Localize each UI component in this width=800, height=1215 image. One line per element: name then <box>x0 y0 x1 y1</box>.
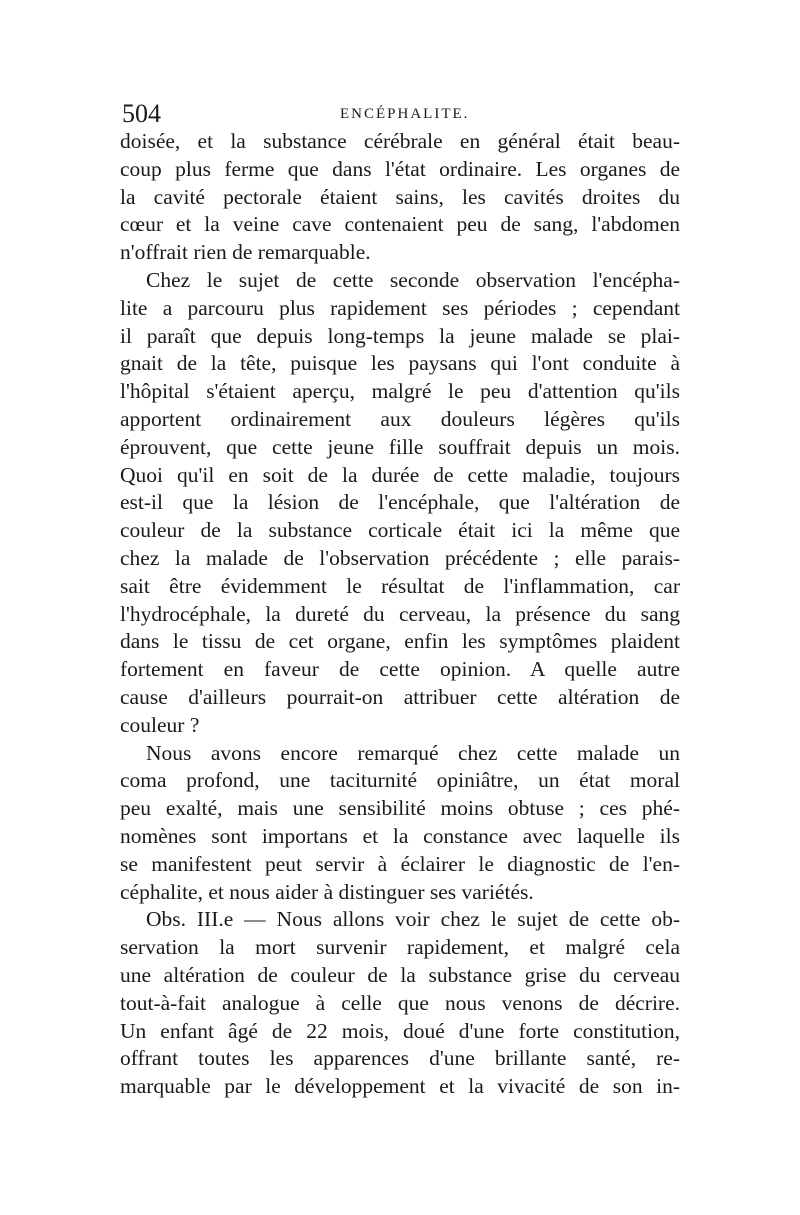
text-line: couleur ? <box>120 712 200 737</box>
text-line: Chez le sujet de cette seconde observation l'encépha- <box>146 267 680 292</box>
text-line: Nous avons encore remarqué chez cette malade un <box>146 740 680 765</box>
text-line: marquable par le développement et la vivacité de son in- <box>120 1074 680 1099</box>
text-line: éprouvent, que cette jeune fille souffrait depuis un mois. <box>120 434 680 459</box>
text-line: sait être évidemment le résultat de l'inflammation, car <box>120 573 680 598</box>
text-line: est-il que la lésion de l'encéphale, que l'altération de <box>120 490 680 515</box>
page-number: 504 <box>122 99 161 128</box>
text-line: l'hôpital s'étaient aperçu, malgré le peu d'attention qu'ils <box>120 379 680 404</box>
text-line: chez la malade de l'observation précédente ; elle parais- <box>120 545 680 570</box>
text-line: cause d'ailleurs pourrait-on attribuer cette altération de <box>120 684 680 709</box>
text-line: l'hydrocéphale, la dureté du cerveau, la présence du sang <box>120 601 680 626</box>
text-line: lite a parcouru plus rapidement ses périodes ; cependant <box>120 295 680 320</box>
text-line: cœur et la veine cave contenaient peu de sang, l'abdomen <box>120 212 680 237</box>
text-line: céphalite, et nous aider à distinguer ses variétés. <box>120 879 534 904</box>
body-text <box>120 128 680 1101</box>
text-line: gnait de la tête, puisque les paysans qui l'ont conduite à <box>120 351 680 376</box>
page-header <box>122 98 682 130</box>
text-line: nomènes sont importans et la constance avec laquelle ils <box>120 823 680 848</box>
text-line: fortement en faveur de cette opinion. A quelle autre <box>120 657 680 682</box>
text-line: apportent ordinairement aux douleurs légères qu'ils <box>120 406 680 431</box>
text-line: Quoi qu'il en soit de la durée de cette maladie, toujours <box>120 462 680 487</box>
running-head: ENCÉPHALITE. <box>340 106 470 122</box>
text-line: coma profond, une taciturnité opiniâtre, un état moral <box>120 768 680 793</box>
text-line: se manifestent peut servir à éclairer le diagnostic de l'en- <box>120 851 680 876</box>
text-line: la cavité pectorale étaient sains, les cavités droites du <box>120 184 680 209</box>
text-line: une altération de couleur de la substance grise du cerveau <box>120 962 680 987</box>
text-line: tout-à-fait analogue à celle que nous venons de décrire. <box>120 990 680 1015</box>
text-line: peu exalté, mais une sensibilité moins obtuse ; ces phé- <box>120 796 680 821</box>
text-line: dans le tissu de cet organe, enfin les symptômes plaident <box>120 629 680 654</box>
text-line: servation la mort survenir rapidement, et malgré cela <box>120 935 680 960</box>
text-line: offrant toutes les apparences d'une brillante santé, re- <box>120 1046 680 1071</box>
text-line: doisée, et la substance cérébrale en général était beau- <box>120 129 680 153</box>
text-line: couleur de la substance corticale était ici la même que <box>120 518 680 543</box>
text-line: n'offrait rien de remarquable. <box>120 240 371 265</box>
text-line: il paraît que depuis long-temps la jeune malade se plai- <box>120 323 680 348</box>
text-line: Un enfant âgé de 22 mois, doué d'une forte constitution, <box>120 1018 680 1043</box>
text-line: Obs. III.e — Nous allons voir chez le sujet de cette ob- <box>146 907 680 932</box>
text-line: coup plus ferme que dans l'état ordinaire. Les organes de <box>120 156 680 181</box>
